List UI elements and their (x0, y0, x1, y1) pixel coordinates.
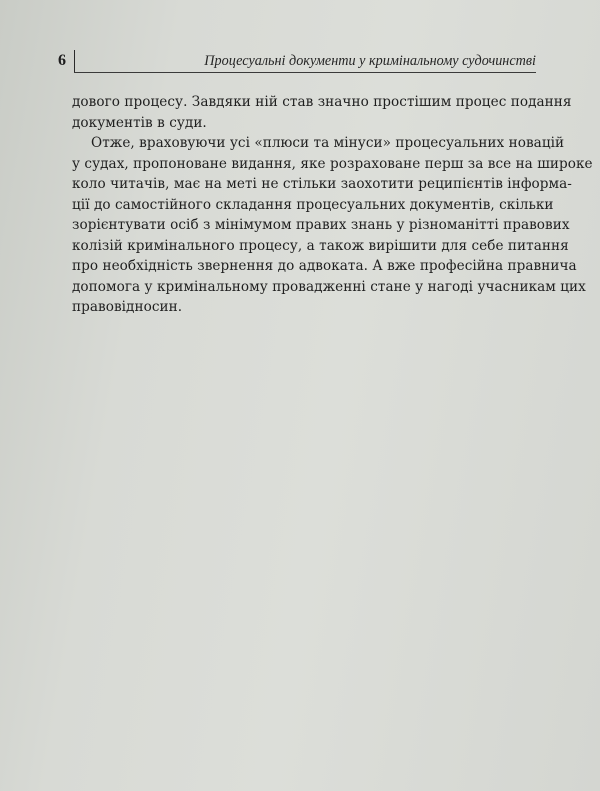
text-line: документів в суди. (72, 114, 207, 131)
text-line: у судах, пропоноване видання, яке розраховане перш за все на широке (72, 155, 593, 172)
text-line: ції до самостійного складання процесуальних документів, скільки (72, 196, 554, 213)
text-line: про необхідність звернення до адвоката. А вже професійна правнича (72, 258, 577, 274)
paragraph-continuation (72, 92, 572, 133)
text-line: колізій кримінального процесу, а також вирішити для себе питання (72, 237, 569, 254)
page-header (58, 50, 536, 72)
body-text (72, 92, 593, 318)
text-line: коло читачів, має на меті не стільки заохотити реципієнтів інформа- (72, 176, 572, 192)
text-line: дового процесу. Завдяки ній став значно простішим процес подання (72, 94, 572, 110)
page-number: 6 (58, 52, 66, 69)
running-title: Процесуальні документи у кримінальному судочинстві (204, 53, 536, 69)
header-rule (74, 72, 536, 73)
text-line: Отже, враховуючи усі «плюси та мінуси» процесуальних новацій (91, 135, 565, 151)
text-line: допомога у кримінальному провадженні стане у нагоді учасникам цих (72, 278, 586, 295)
text-line: зорієнтувати осіб з мінімумом правих знань у різноманітті правових (72, 217, 570, 233)
text-line: правовідносин. (72, 299, 183, 315)
header-divider (74, 50, 75, 72)
paragraph-main (72, 133, 593, 318)
